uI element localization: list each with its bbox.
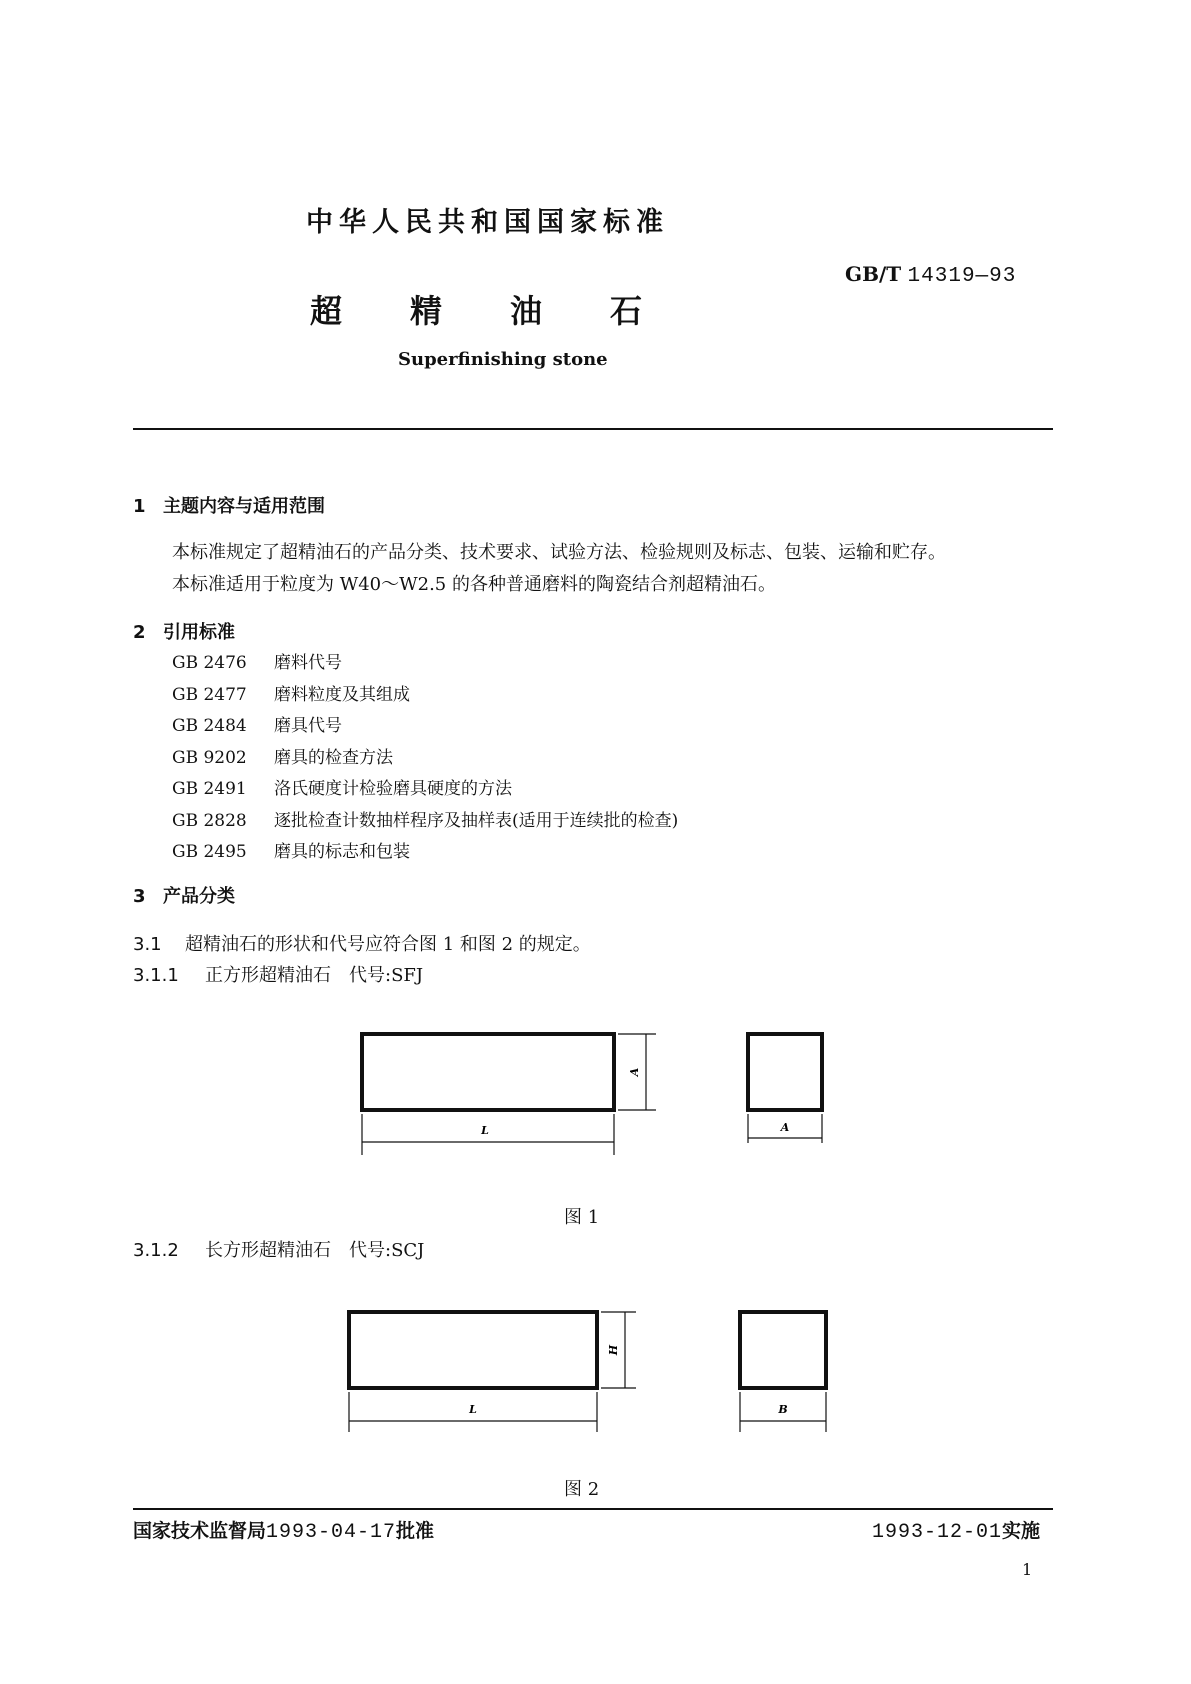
title-char: 超 <box>310 292 343 330</box>
document-title <box>310 286 710 332</box>
reference-code: GB 9202 <box>172 747 247 768</box>
clause-text: 正方形超精油石 代号:SFJ <box>205 965 424 986</box>
reference-code: GB 2491 <box>172 779 247 799</box>
footer-divider <box>133 1508 1053 1510</box>
fig1-front-view <box>362 1034 614 1110</box>
effective-line <box>872 1516 1040 1544</box>
english-title: Superfinishing stone <box>398 349 608 370</box>
section-1-paragraph-2: 本标准适用于粒度为 W40～W2.5 的各种普通磨料的陶瓷结合剂超精油石。 <box>172 574 776 595</box>
section-title: 引用标准 <box>163 622 235 643</box>
title-char: 石 <box>610 292 643 330</box>
clause-3-1-1 <box>133 961 423 987</box>
reference-item <box>172 743 678 775</box>
fig2-height-label: H <box>607 1344 620 1356</box>
clause-3-1-2 <box>133 1236 424 1262</box>
section-title: 主题内容与适用范围 <box>163 496 325 517</box>
approval-line <box>133 1516 434 1544</box>
fig2-width-label: B <box>778 1403 788 1416</box>
standard-prefix: GB/T <box>845 262 902 286</box>
section-title: 产品分类 <box>163 886 235 907</box>
section-1-heading <box>133 492 325 518</box>
section-number: 1 <box>133 496 146 517</box>
fig1-height-label: A <box>628 1067 641 1077</box>
issuer-title: 中华人民共和国国家标准 <box>306 207 669 238</box>
reference-code: GB 2495 <box>172 842 247 862</box>
figure-2-caption: 图 2 <box>564 1479 600 1500</box>
reference-item <box>172 806 678 838</box>
reference-title: 逐批检查计数抽样程序及抽样表(适用于连续批的检查) <box>274 810 679 831</box>
section-number: 2 <box>133 622 146 643</box>
approval-suffix: 批准 <box>396 1520 435 1542</box>
reference-list <box>172 648 678 869</box>
fig2-end-view <box>740 1312 826 1388</box>
reference-title: 磨料代号 <box>274 653 342 673</box>
section-3-heading <box>133 882 235 908</box>
standard-code: 14319—93 <box>907 265 1017 288</box>
clause-3-1 <box>133 930 591 956</box>
reference-title: 磨具的检查方法 <box>274 747 393 768</box>
clause-number: 3.1.2 <box>133 1240 179 1261</box>
clause-text: 超精油石的形状和代号应符合图 1 和图 2 的规定。 <box>185 934 591 955</box>
fig1-width-label: A <box>780 1121 790 1134</box>
reference-code: GB 2828 <box>172 810 247 831</box>
reference-title: 洛氏硬度计检验磨具硬度的方法 <box>274 779 512 799</box>
section-2-heading <box>133 618 235 644</box>
fig1-end-view <box>748 1034 822 1110</box>
header-divider <box>133 428 1053 430</box>
reference-code: GB 2484 <box>172 716 247 736</box>
approval-date: 1993-04-17 <box>266 1521 397 1544</box>
reference-item <box>172 774 678 806</box>
reference-title: 磨具的标志和包装 <box>274 842 410 862</box>
reference-title: 磨具代号 <box>274 716 342 736</box>
page-number: 1 <box>1022 1560 1033 1579</box>
reference-title: 磨料粒度及其组成 <box>274 684 410 705</box>
clause-number: 3.1 <box>133 934 162 955</box>
clause-number: 3.1.1 <box>133 965 179 986</box>
reference-item <box>172 648 678 680</box>
effective-date: 1993-12-01 <box>872 1521 1003 1544</box>
clause-text: 长方形超精油石 代号:SCJ <box>205 1240 425 1261</box>
section-1-paragraph-1: 本标准规定了超精油石的产品分类、技术要求、试验方法、检验规则及标志、包装、运输和贮存。 <box>172 542 946 563</box>
reference-item <box>172 837 678 869</box>
standard-number <box>845 262 1016 288</box>
title-char: 油 <box>510 292 543 330</box>
section-number: 3 <box>133 886 146 907</box>
effective-suffix: 实施 <box>1002 1520 1041 1542</box>
reference-code: GB 2476 <box>172 653 247 673</box>
reference-item <box>172 711 678 743</box>
approver: 国家技术监督局 <box>133 1520 267 1542</box>
reference-code: GB 2477 <box>172 684 247 705</box>
fig1-length-label: L <box>481 1124 489 1137</box>
fig2-length-label: L <box>469 1403 477 1416</box>
figure-1-caption: 图 1 <box>564 1207 600 1228</box>
title-char: 精 <box>410 292 443 330</box>
reference-item <box>172 680 678 712</box>
fig2-front-view <box>349 1312 597 1388</box>
